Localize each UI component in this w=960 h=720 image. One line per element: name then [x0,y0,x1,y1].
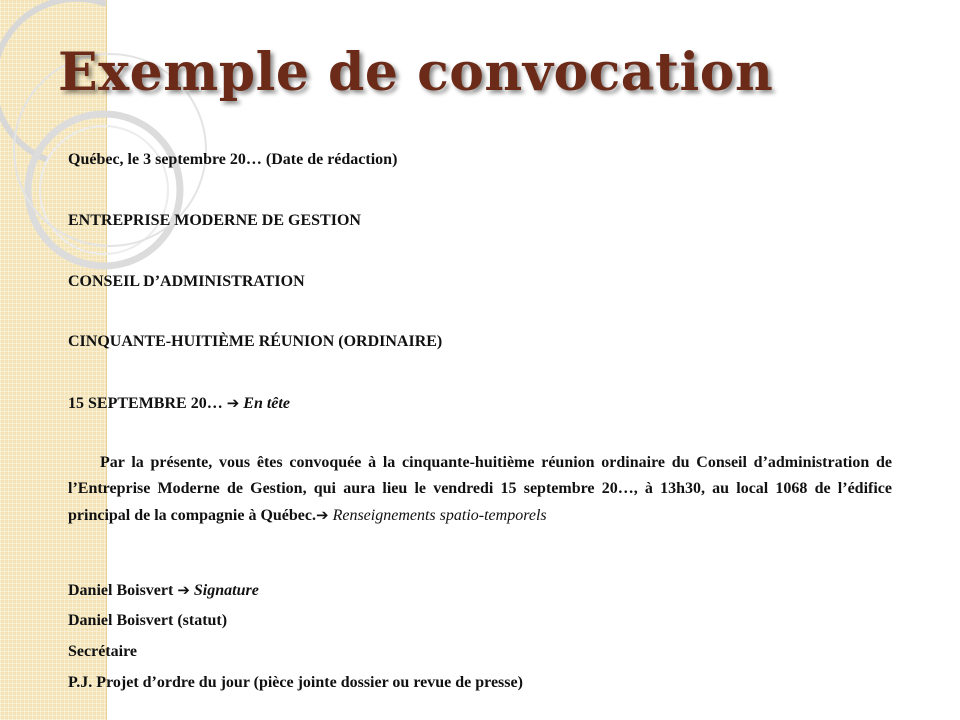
date-line-text: Québec, le 3 septembre 20… (Date de rédaction) [68,151,398,168]
attachment-text: P.J. Projet d’ordre du jour (pièce jointe dossier ou revue de presse) [68,674,523,691]
meeting-date-text: 15 SEPTEMBRE 20… [68,395,223,412]
signature-note: Signature [193,582,259,599]
right-arrow-icon: ➔ [226,394,240,412]
page-title: Exemple de convocation [58,42,774,103]
date-line [68,151,397,169]
convocation-paragraph-text: Par la présente, vous êtes convoquée à la cinquante-huitième réunion ordinaire du Conseil d’administration de l’Entreprise Moderne de Gestion, qui aura lieu le vendredi 15 septembre 20…, à 13h30, au local 1068 de l’édifice principal de la compagnie à Québec. [68,454,892,524]
signature-status-line [68,612,227,630]
board-name [68,273,305,291]
signature-line [68,581,259,600]
signature-status-text: Daniel Boisvert (statut) [68,612,228,629]
meeting-title [68,333,442,351]
meeting-title-text: CINQUANTE-HUITIÈME RÉUNION (ORDINAIRE) [68,333,443,350]
convocation-paragraph-note: Renseignements spatio-temporels [332,507,547,524]
meeting-date [68,394,290,413]
signature-name: Daniel Boisvert [68,582,174,599]
right-arrow-icon: ➔ [316,506,329,524]
meeting-date-note: En tête [243,395,290,412]
board-name-text: CONSEIL D’ADMINISTRATION [68,273,305,290]
company-name-text: ENTREPRISE MODERNE DE GESTION [68,212,361,229]
signature-role-line [68,643,137,661]
attachment-line [68,674,523,692]
right-arrow-icon: ➔ [177,581,190,599]
convocation-paragraph [68,450,892,529]
signature-role-text: Secrétaire [68,643,137,660]
company-name [68,212,361,230]
